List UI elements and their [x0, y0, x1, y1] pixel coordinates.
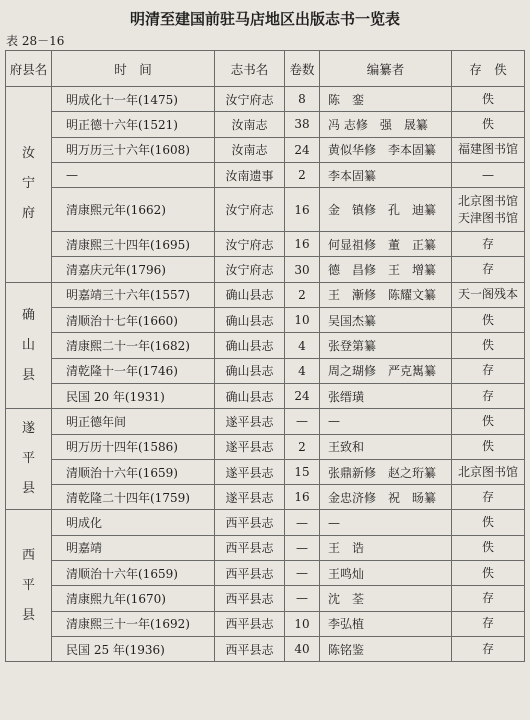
- editor-cell: 金 镇修 孔 迪纂: [320, 188, 452, 232]
- status-cell: [452, 485, 525, 510]
- status-cell: [452, 535, 525, 560]
- status-line: 福建图书馆: [457, 142, 518, 157]
- table-row: [6, 409, 525, 434]
- status-line: 佚: [481, 540, 494, 555]
- name-cell: 西平县志: [215, 510, 285, 535]
- table-row: [6, 459, 525, 484]
- editor-cell: 王 漸修 陈耀文纂: [320, 282, 452, 307]
- volumes-cell: 30: [285, 257, 320, 282]
- status-line: 天津图书馆: [457, 210, 518, 225]
- name-cell: 汝南志: [215, 112, 285, 137]
- name-cell: 汝宁府志: [215, 87, 285, 112]
- table-row: [6, 188, 525, 232]
- table-row: [6, 112, 525, 137]
- table-row: [6, 308, 525, 333]
- status-line: 存: [481, 641, 494, 656]
- volumes-cell: 8: [285, 87, 320, 112]
- status-cell: [452, 459, 525, 484]
- volumes-cell: 38: [285, 112, 320, 137]
- status-cell: [452, 561, 525, 586]
- table-body: [6, 87, 525, 662]
- prefecture-char: 西: [21, 547, 35, 563]
- time-cell: 清乾隆二十四年(1759): [52, 485, 215, 510]
- table-row: [6, 162, 525, 187]
- editor-cell: 冯 志修 强 晟纂: [320, 112, 452, 137]
- name-cell: 西平县志: [215, 636, 285, 661]
- name-cell: 确山县志: [215, 308, 285, 333]
- header-status: 存 佚: [452, 51, 525, 87]
- editor-cell: 王鸣灿: [320, 561, 452, 586]
- header-time: 时 间: [52, 51, 215, 87]
- table-header-row: [6, 51, 525, 87]
- status-line: 佚: [481, 312, 494, 327]
- time-cell: 清顺治十六年(1659): [52, 459, 215, 484]
- volumes-cell: 10: [285, 308, 320, 333]
- volumes-cell: 10: [285, 611, 320, 636]
- status-line: 存: [481, 236, 494, 251]
- time-cell: 清乾隆十一年(1746): [52, 358, 215, 383]
- name-cell: 汝宁府志: [215, 232, 285, 257]
- time-cell: 清康熙二十一年(1682): [52, 333, 215, 358]
- status-cell: [452, 409, 525, 434]
- editor-cell: —: [320, 510, 452, 535]
- status-cell: [452, 308, 525, 333]
- name-cell: 汝宁府志: [215, 257, 285, 282]
- editor-cell: 陈铭鉴: [320, 636, 452, 661]
- prefecture-char: 山: [21, 337, 35, 353]
- name-cell: 遂平县志: [215, 459, 285, 484]
- name-cell: 遂平县志: [215, 434, 285, 459]
- volumes-cell: 4: [285, 358, 320, 383]
- status-line: 佚: [481, 413, 494, 428]
- table-row: [6, 87, 525, 112]
- header-name: 志书名: [215, 51, 285, 87]
- status-line: 存: [481, 262, 494, 277]
- editor-cell: 陈 銮: [320, 87, 452, 112]
- table-row: [6, 137, 525, 162]
- status-line: 佚: [481, 515, 494, 530]
- prefecture-char: 宁: [21, 176, 35, 192]
- editor-cell: 张鼎新修 赵之珩纂: [320, 459, 452, 484]
- name-cell: 西平县志: [215, 535, 285, 560]
- prefecture-char: 县: [21, 607, 35, 623]
- time-cell: 清康熙三十四年(1695): [52, 232, 215, 257]
- table-row: [6, 636, 525, 661]
- time-cell: 明万历三十六年(1608): [52, 137, 215, 162]
- status-line: 北京图书馆: [457, 464, 518, 479]
- volumes-cell: —: [285, 510, 320, 535]
- editor-cell: 沈 荃: [320, 586, 452, 611]
- name-cell: 西平县志: [215, 611, 285, 636]
- name-cell: 遂平县志: [215, 409, 285, 434]
- status-cell: [452, 257, 525, 282]
- time-cell: 清康熙九年(1670): [52, 586, 215, 611]
- volumes-cell: 2: [285, 282, 320, 307]
- status-cell: [452, 510, 525, 535]
- time-cell: 民国 25 年(1936): [52, 636, 215, 661]
- name-cell: 西平县志: [215, 586, 285, 611]
- table-row: [6, 232, 525, 257]
- name-cell: 遂平县志: [215, 485, 285, 510]
- volumes-cell: 16: [285, 232, 320, 257]
- status-cell: [452, 586, 525, 611]
- table-row: [6, 257, 525, 282]
- volumes-cell: —: [285, 535, 320, 560]
- prefecture-char: 确: [21, 307, 35, 323]
- status-cell: [452, 232, 525, 257]
- table-row: [6, 282, 525, 307]
- editor-cell: 李弘植: [320, 611, 452, 636]
- volumes-cell: 16: [285, 188, 320, 232]
- editor-cell: 张缙璜: [320, 383, 452, 408]
- header-editor: 编纂者: [320, 51, 452, 87]
- volumes-cell: 24: [285, 137, 320, 162]
- status-line: 佚: [481, 116, 494, 131]
- table-row: [6, 434, 525, 459]
- editor-cell: 王致和: [320, 434, 452, 459]
- name-cell: 确山县志: [215, 282, 285, 307]
- volumes-cell: 2: [285, 434, 320, 459]
- page-title: 明清至建国前驻马店地区出版志书一览表: [129, 10, 400, 28]
- editor-cell: 黄似华修 李本固纂: [320, 137, 452, 162]
- volumes-cell: 40: [285, 636, 320, 661]
- editor-cell: 周之瑚修 严克嶲纂: [320, 358, 452, 383]
- time-cell: 清嘉庆元年(1796): [52, 257, 215, 282]
- table-row: [6, 333, 525, 358]
- time-cell: 清康熙元年(1662): [52, 188, 215, 232]
- time-cell: 民国 20 年(1931): [52, 383, 215, 408]
- prefecture-char: 平: [21, 577, 35, 593]
- time-cell: —: [52, 162, 215, 187]
- name-cell: 确山县志: [215, 383, 285, 408]
- status-cell: [452, 333, 525, 358]
- volumes-cell: 15: [285, 459, 320, 484]
- status-line: 天一阁残本: [457, 287, 518, 302]
- prefecture-cell-suiping: [6, 409, 52, 510]
- table-row: [6, 586, 525, 611]
- header-volumes: 卷数: [285, 51, 320, 87]
- table-row: [6, 510, 525, 535]
- status-line: 存: [481, 363, 494, 378]
- prefecture-char: 汝: [21, 146, 35, 162]
- status-cell: [452, 188, 525, 232]
- status-line: 存: [481, 616, 494, 631]
- volumes-cell: —: [285, 561, 320, 586]
- status-line: —: [482, 167, 494, 182]
- status-line: 佚: [481, 565, 494, 580]
- time-cell: 明成化十一年(1475): [52, 87, 215, 112]
- status-line: 佚: [481, 439, 494, 454]
- status-line: 北京图书馆: [457, 193, 518, 208]
- volumes-cell: —: [285, 586, 320, 611]
- name-cell: 汝南遗事: [215, 162, 285, 187]
- editor-cell: —: [320, 409, 452, 434]
- name-cell: 汝宁府志: [215, 188, 285, 232]
- time-cell: 明万历十四年(1586): [52, 434, 215, 459]
- status-line: 存: [481, 388, 494, 403]
- time-cell: 明嘉靖三十六年(1557): [52, 282, 215, 307]
- editor-cell: 金忠济修 祝 旸纂: [320, 485, 452, 510]
- time-cell: 清顺治十六年(1659): [52, 561, 215, 586]
- name-cell: 确山县志: [215, 358, 285, 383]
- prefecture-char: 府: [21, 206, 35, 222]
- prefecture-char: 县: [21, 481, 35, 497]
- time-cell: 清康熙三十一年(1692): [52, 611, 215, 636]
- gazetteer-table: [5, 50, 525, 662]
- status-cell: [452, 383, 525, 408]
- time-cell: 明正德年间: [52, 409, 215, 434]
- editor-cell: 德 昌修 王 增纂: [320, 257, 452, 282]
- editor-cell: 张登第纂: [320, 333, 452, 358]
- editor-cell: 王 诰: [320, 535, 452, 560]
- table-label: 表 28－16: [6, 34, 65, 48]
- status-cell: [452, 137, 525, 162]
- time-cell: 明成化: [52, 510, 215, 535]
- name-cell: 汝南志: [215, 137, 285, 162]
- prefecture-char: 县: [21, 367, 35, 383]
- status-cell: [452, 434, 525, 459]
- table-row: [6, 611, 525, 636]
- name-cell: 确山县志: [215, 333, 285, 358]
- time-cell: 清顺治十七年(1660): [52, 308, 215, 333]
- status-cell: [452, 112, 525, 137]
- status-cell: [452, 87, 525, 112]
- prefecture-cell-runing: [6, 87, 52, 283]
- name-cell: 西平县志: [215, 561, 285, 586]
- table-row: [6, 535, 525, 560]
- table-row: [6, 383, 525, 408]
- status-line: 存: [481, 590, 494, 605]
- editor-cell: 吴国杰纂: [320, 308, 452, 333]
- volumes-cell: —: [285, 409, 320, 434]
- status-line: 佚: [481, 91, 494, 106]
- table-row: [6, 485, 525, 510]
- volumes-cell: 2: [285, 162, 320, 187]
- status-cell: [452, 636, 525, 661]
- header-prefecture: 府县名: [6, 51, 52, 87]
- status-cell: [452, 358, 525, 383]
- time-cell: 明嘉靖: [52, 535, 215, 560]
- prefecture-char: 平: [21, 451, 35, 467]
- status-line: 佚: [481, 338, 494, 353]
- prefecture-char: 遂: [21, 421, 35, 437]
- time-cell: 明正德十六年(1521): [52, 112, 215, 137]
- prefecture-cell-xiping: [6, 510, 52, 662]
- editor-cell: 何显祖修 董 正纂: [320, 232, 452, 257]
- table-row: [6, 358, 525, 383]
- volumes-cell: 4: [285, 333, 320, 358]
- volumes-cell: 24: [285, 383, 320, 408]
- status-cell: [452, 282, 525, 307]
- prefecture-cell-queshan: [6, 282, 52, 408]
- volumes-cell: 16: [285, 485, 320, 510]
- editor-cell: 李本固纂: [320, 162, 452, 187]
- status-cell: [452, 162, 525, 187]
- status-cell: [452, 611, 525, 636]
- status-line: 存: [481, 489, 494, 504]
- table-row: [6, 561, 525, 586]
